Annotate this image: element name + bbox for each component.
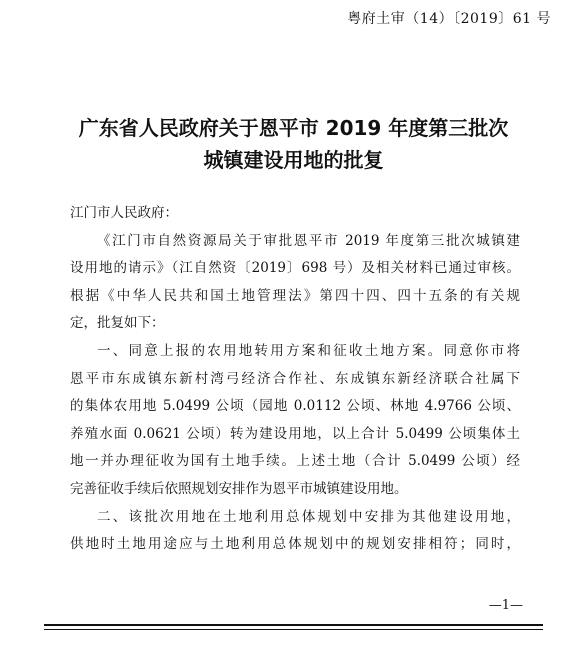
paragraph-line: 二、该批次用地在土地利用总体规划中安排为其他建设用地， <box>97 508 520 525</box>
document-body <box>70 200 520 559</box>
paragraph-line: 定，批复如下： <box>70 315 165 332</box>
paragraph-line: 完善征收手续后依照规划安排作为恩平市城镇建设用地。 <box>70 480 408 497</box>
paragraph-line: 恩平市东成镇东新村湾弓经济合作社、东成镇东新经济联合社属下 <box>70 370 520 387</box>
footer-rule <box>44 624 543 626</box>
page-number: —1— <box>488 598 523 613</box>
document-number: 粤府土审（14）〔2019〕61 号 <box>347 11 551 27</box>
paragraph-line: 养殖水面 0.0621 公顷）转为建设用地，以上合计 5.0499 公顷集体土 <box>70 425 520 442</box>
paragraph-line: 《江门市自然资源局关于审批恩平市 2019 年度第三批次城镇建 <box>97 232 520 249</box>
salutation: 江门市人民政府： <box>70 205 178 221</box>
title-line: 广东省人民政府关于恩平市 2019 年度第三批次 <box>78 116 509 140</box>
paragraph-line: 供地时土地用途应与土地利用总体规划中的规划安排相符；同时， <box>70 536 520 553</box>
footer-rule <box>44 629 543 630</box>
paragraph-line: 地一并办理征收为国有土地手续。上述土地（合计 5.0499 公顷）经 <box>70 453 520 470</box>
paragraph-line: 一、同意上报的农用地转用方案和征收土地方案。同意你市将 <box>97 342 520 359</box>
paragraph-line: 的集体农用地 5.0499 公顷（园地 0.0112 公顷、林地 4.9766 公顷、 <box>70 398 520 415</box>
paragraph-item-one <box>70 338 520 504</box>
paragraph-line: 根据《中华人民共和国土地管理法》第四十四、四十五条的有关规 <box>70 287 520 304</box>
paragraph-item-two <box>70 504 520 559</box>
paragraph-line: 设用地的请示》（江自然资〔2019〕698 号）及相关材料已通过审核。 <box>70 260 520 277</box>
title-line: 城镇建设用地的批复 <box>203 148 384 172</box>
document-title <box>60 112 527 176</box>
paragraph-request-review <box>70 228 520 338</box>
